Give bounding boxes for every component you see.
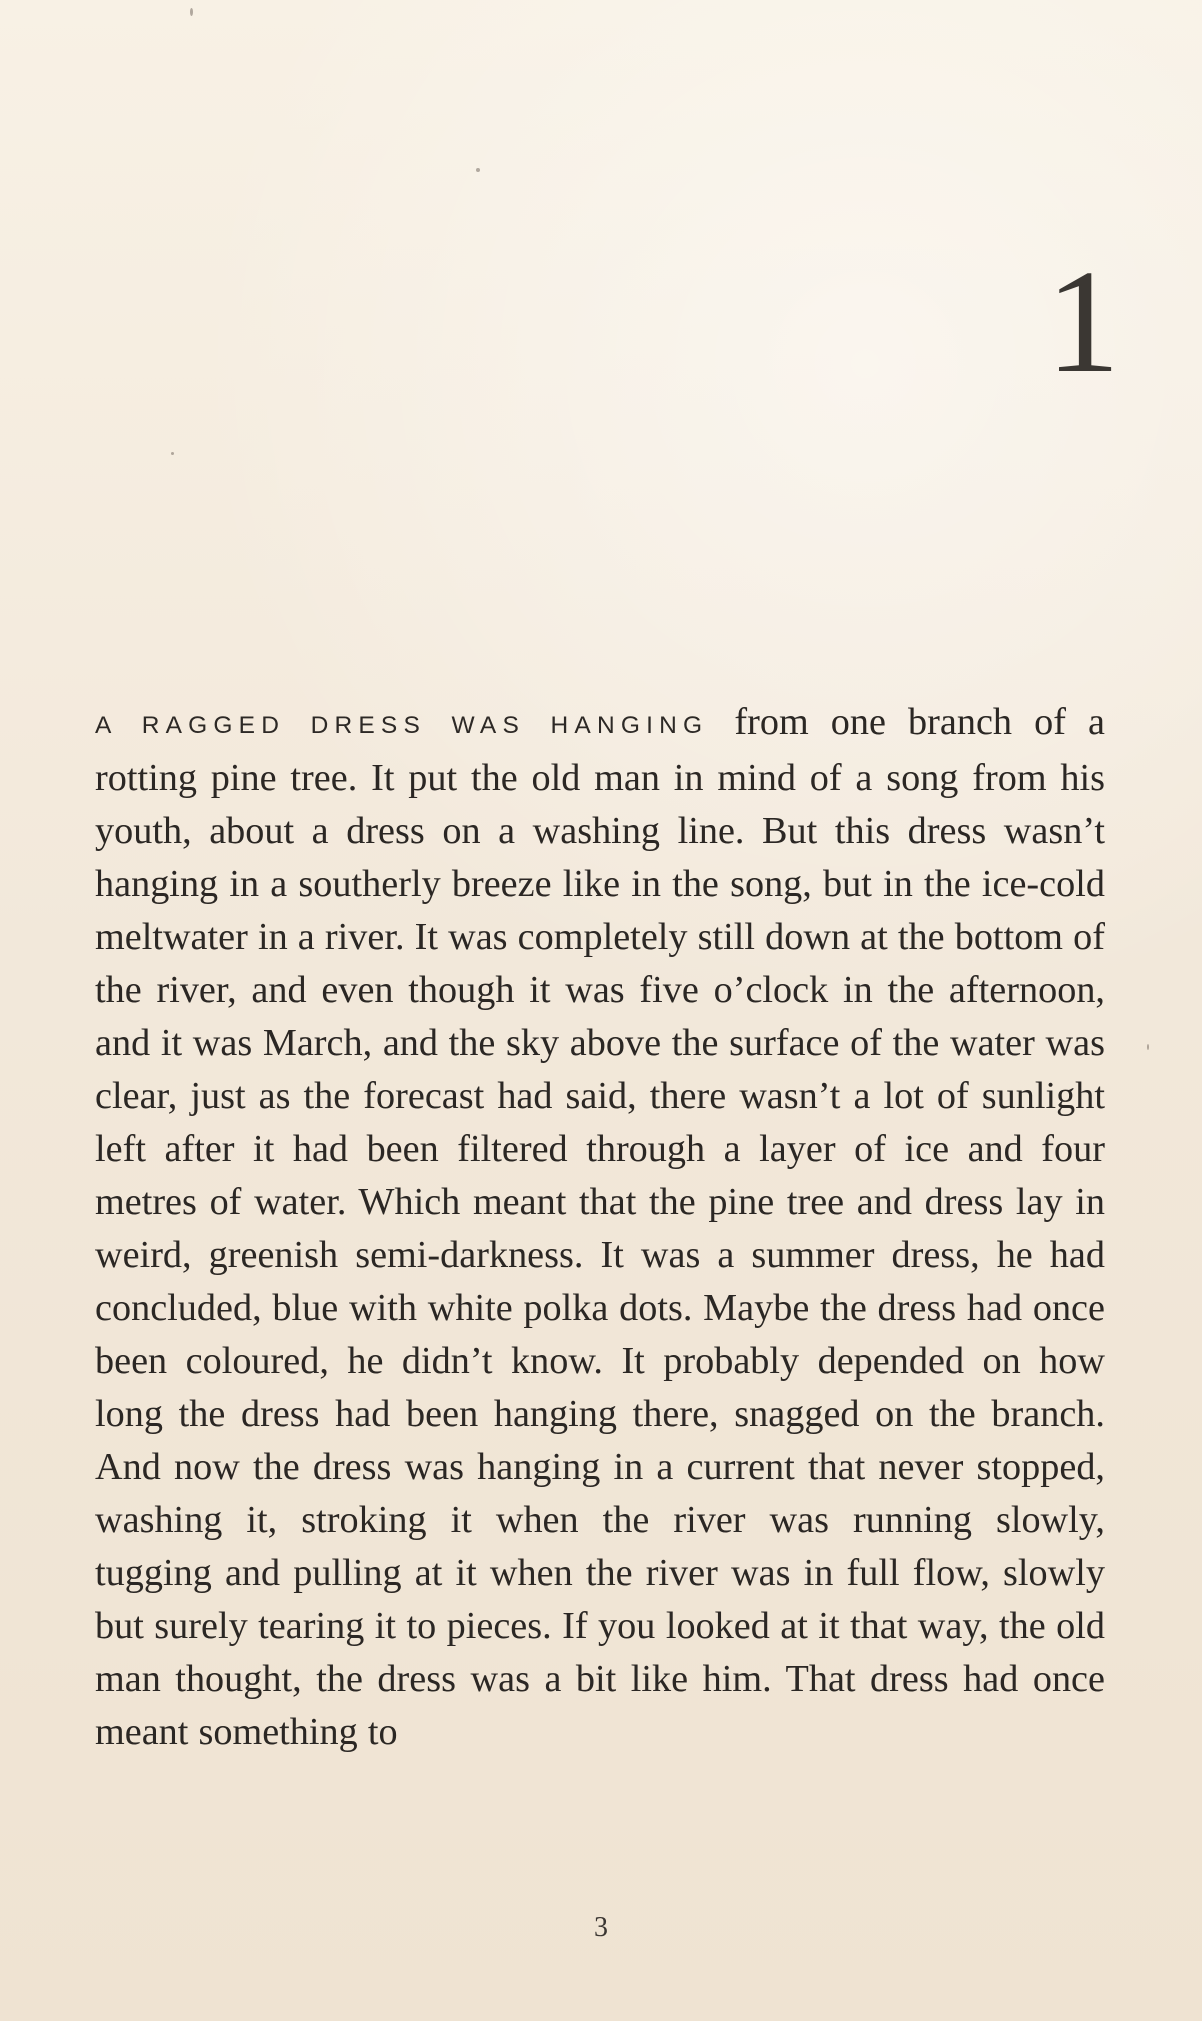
paper-speck [190,8,193,16]
paragraph-text: from one branch of a rotting pine tree. It put the old man in mind of a song from his youth, about a dress on a washing line. But this dress wasn’t hanging in a southerly breeze like in the song, but in the ice-cold meltwater in a river. It was completely still down at the bottom of the river, and even though it was five o’clock in the afternoon, and it was March, and the sky above the surface of the water was clear, just as the forecast had said, there wasn’t a lot of sunlight left after it had been filtered through a layer of ice and four metres of water. Which meant that the pine tree and dress lay in weird, greenish semi-darkness. It was a summer dress, he had concluded, blue with white polka dots. Maybe the dress had once been coloured, he didn’t know. It probably depended on how long the dress had been hanging there, snagged on the branch. And now the dress was hanging in a current that never stopped, washing it, stroking it when the river was running slowly, tugging and pulling at it when the river was in full flow, slowly but surely tearing it to pieces. If you looked at it that way, the old man thought, the dress was a bit like him. That dress had once meant something to [95,701,1105,1753]
paper-speck [1147,1044,1149,1050]
chapter-lead-in: A RAGGED DRESS WAS HANGING [95,712,709,739]
page-number: 3 [594,1912,608,1943]
chapter-opening-paragraph [95,696,1105,1759]
chapter-number: 1 [1046,240,1120,404]
paper-speck [171,452,174,455]
paper-speck [476,168,480,172]
